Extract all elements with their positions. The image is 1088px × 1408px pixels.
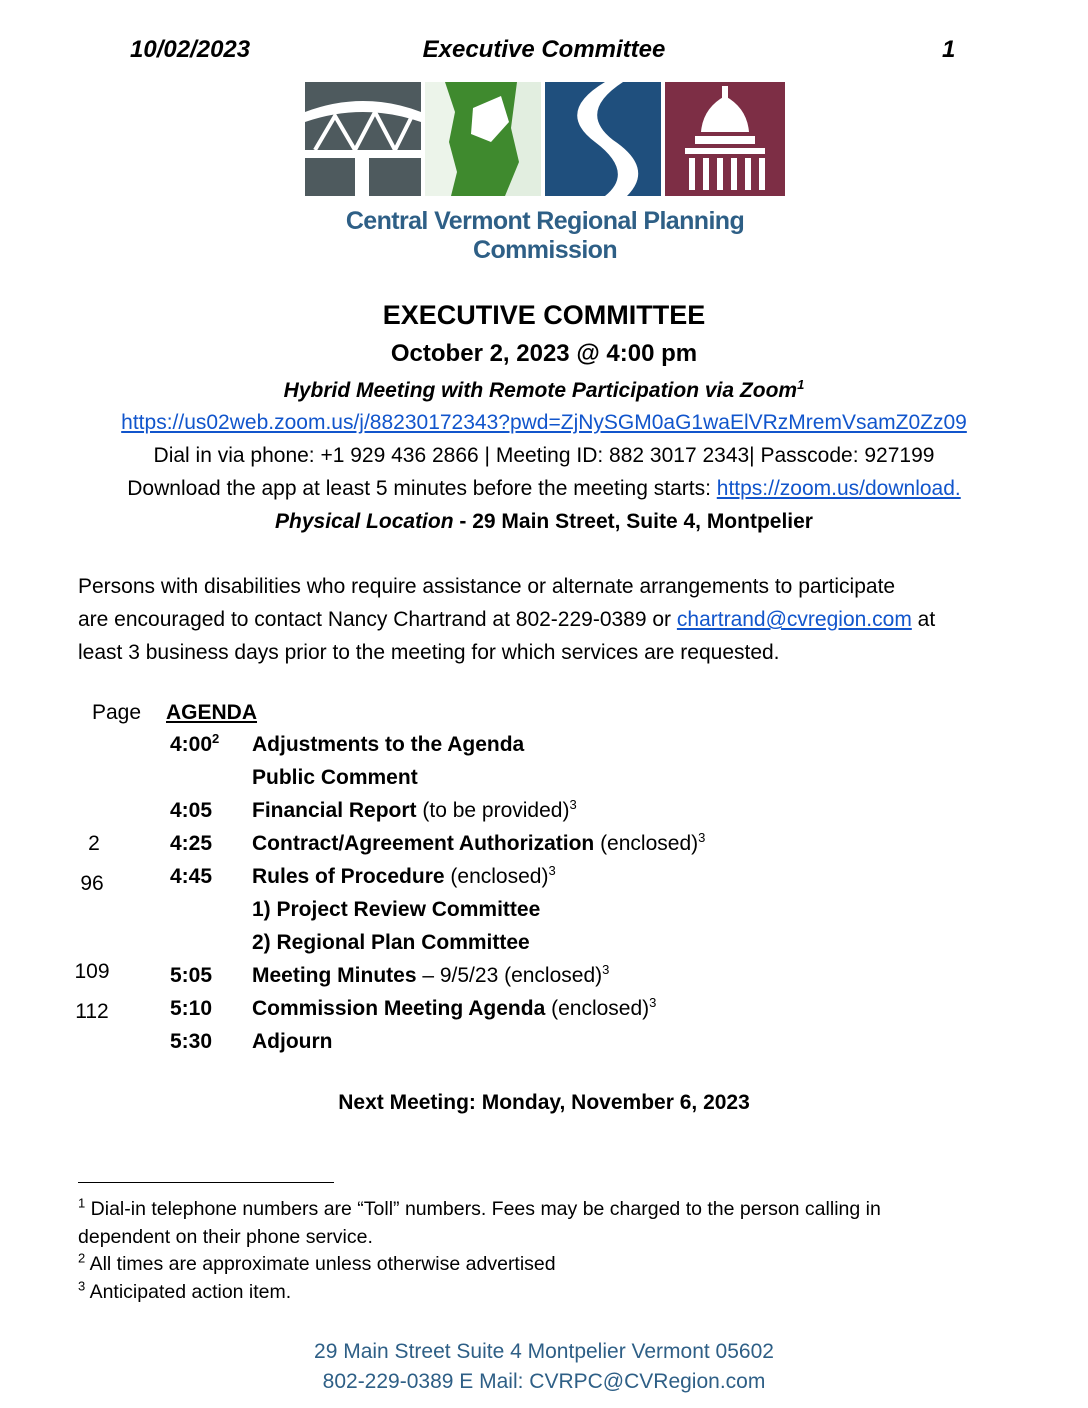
agenda-page-number: 2: [88, 832, 100, 855]
accessibility-contact-text: are encouraged to contact Nancy Chartrand at 802-229-0389 or: [78, 608, 677, 631]
meeting-heading: EXECUTIVE COMMITTEE: [382, 300, 706, 330]
zoom-download-link[interactable]: https://zoom.us/download.: [716, 477, 961, 500]
agenda-time: 4:45: [170, 865, 213, 888]
footnote-ref: 3: [649, 995, 657, 1010]
header-date: 10/02/2023: [130, 36, 251, 63]
footnote-ref: 3: [569, 797, 577, 812]
agenda-time: $4:00^2$: [170, 731, 220, 756]
hybrid-meeting-text: Hybrid Meeting with Remote Participation via Zoom: [283, 379, 798, 402]
agenda-time: 5:05: [170, 964, 213, 987]
agenda-item-note: (enclosed): [594, 832, 699, 855]
zoom-link[interactable]: https://us02web.zoom.us/j/88230172343?pwd=ZjNySGM0aG1waElVRzMremVsamZ0Zz09: [121, 411, 967, 434]
agenda-item: [252, 964, 609, 988]
footnote-ref: 3: [698, 830, 706, 845]
footnote-2: $^2$ All times are approximate unless otherwise advertised: [78, 1250, 556, 1276]
contact-email-link[interactable]: chartrand@cvregion.com: [676, 608, 912, 631]
agenda-item: [252, 799, 577, 823]
download-text: Download the app at least 5 minutes before the meeting starts:: [127, 477, 717, 500]
footnote-ref: 1: [797, 377, 805, 392]
logo-text: Central Vermont Regional Planning Commission: [345, 207, 745, 264]
cvrpc-logo: [305, 82, 785, 265]
meeting-datetime: October 2, 2023 @ 4:00 pm: [390, 340, 698, 367]
accessibility-line-2: [78, 607, 935, 632]
accessibility-line-1: Persons with disabilities who require assistance or alternate arrangements to participate: [78, 575, 896, 598]
footnote-ref: 3: [602, 962, 610, 977]
agenda-subitem: 1) Project Review Committee: [252, 898, 541, 921]
physical-location-line: [0, 509, 1088, 534]
agenda-item-title: Rules of Procedure: [252, 865, 445, 888]
agenda-time: 4:25: [170, 832, 213, 855]
agenda-page-number: 109: [74, 960, 110, 983]
agenda-time: 5:10: [170, 997, 213, 1020]
footnote-1-continued: dependent on their phone service.: [78, 1225, 373, 1248]
agenda-item: [252, 865, 556, 889]
next-meeting: Next Meeting: Monday, November 6, 2023: [338, 1091, 750, 1114]
footer-address: 29 Main Street Suite 4 Montpelier Vermont 05602: [314, 1340, 774, 1363]
agenda-time: 5:30: [170, 1030, 213, 1053]
header-title: Executive Committee: [422, 36, 666, 63]
footnote-3: $^3$ Anticipated action item.: [78, 1278, 292, 1304]
accessibility-line-3: least 3 business days prior to the meeting for which services are requested.: [78, 641, 780, 664]
header-page-number: 1: [942, 36, 956, 63]
agenda-title: AGENDA: [166, 701, 258, 724]
footnote-ref: 3: [548, 863, 556, 878]
agenda-subitem: 2) Regional Plan Committee: [252, 931, 530, 954]
agenda-page-number: 96: [80, 872, 104, 895]
agenda-item-title: Adjustments to the Agenda: [252, 733, 525, 756]
hybrid-meeting-line: [0, 378, 1088, 403]
footer-contact: 802-229-0389 E Mail: CVRPC@CVRegion.com: [322, 1370, 766, 1393]
agenda-item-title: Public Comment: [252, 766, 418, 789]
agenda-item-title: Commission Meeting Agenda: [252, 997, 546, 1020]
agenda-item-note: (enclosed): [545, 997, 650, 1020]
physical-location-label: Physical Location: [275, 510, 454, 533]
agenda-item-title: Adjourn: [252, 1030, 333, 1053]
agenda-item-note: (enclosed): [444, 865, 549, 888]
agenda-item-note: (to be provided): [416, 799, 570, 822]
accessibility-contact-end: at: [911, 608, 936, 631]
dial-in-info: Dial in via phone: +1 929 436 2866 | Meeting ID: 882 3017 2343| Passcode: 927199: [153, 444, 935, 467]
agenda-page-number: 112: [75, 1000, 109, 1023]
agenda-item-title: Contract/Agreement Authorization: [252, 832, 595, 855]
agenda-item-title: Meeting Minutes: [252, 964, 417, 987]
location-separator: -: [453, 510, 473, 533]
zoom-link-line: [0, 410, 1088, 435]
agenda-item: [252, 832, 705, 856]
logo-graphic: [305, 82, 785, 198]
footnote-1: $^1$ Dial-in telephone numbers are “Toll” numbers. Fees may be charged to the person calling in: [78, 1195, 881, 1220]
agenda-page-header: Page: [92, 701, 142, 724]
physical-location: 29 Main Street, Suite 4, Montpelier: [472, 510, 813, 533]
footnote-divider: [78, 1182, 334, 1183]
agenda-time: 4:05: [170, 799, 213, 822]
footnote-ref: 2: [212, 731, 220, 746]
agenda-item-note: – 9/5/23 (enclosed): [416, 964, 603, 987]
agenda-item-title: Financial Report: [252, 799, 417, 822]
download-line: [0, 476, 1088, 501]
footnotes: [78, 1196, 881, 1307]
agenda-item: [252, 997, 656, 1021]
